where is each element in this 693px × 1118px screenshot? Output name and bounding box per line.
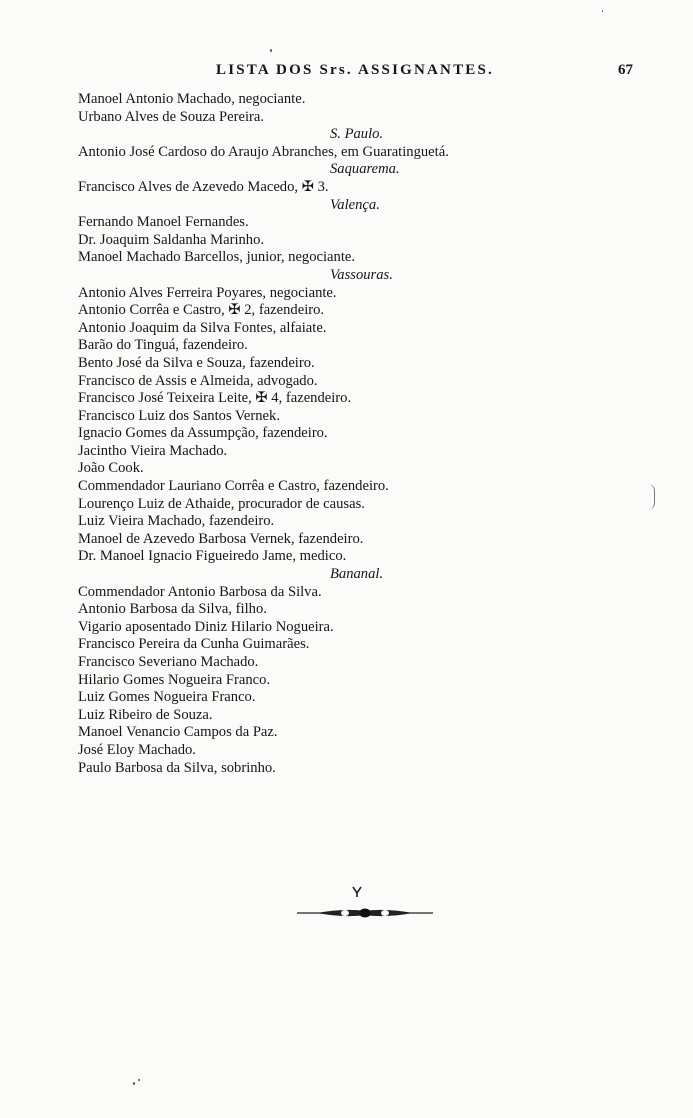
subscriber-entry: Francisco Alves de Azevedo Macedo, ✠ 3. <box>78 178 329 195</box>
subscriber-entry: Commendador Lauriano Corrêa e Castro, fazendeiro. <box>78 478 389 495</box>
subscriber-entry: Vigario aposentado Diniz Hilario Nogueira. <box>78 618 334 635</box>
place-heading: S. Paulo. <box>330 126 384 143</box>
subscriber-entry: Luiz Gomes Nogueira Franco. <box>78 689 256 706</box>
subscriber-entry: Francisco José Teixeira Leite, ✠ 4, fazendeiro. <box>78 390 352 407</box>
subscriber-entry: Francisco Pereira da Cunha Guimarães. <box>78 636 310 653</box>
place-heading: Bananal. <box>330 566 384 583</box>
subscriber-entry: Francisco Severiano Machado. <box>78 654 259 670</box>
subscriber-entry: Manoel Antonio Machado, negociante. <box>78 91 306 107</box>
subscriber-list <box>78 91 548 777</box>
tailpiece-ornament-icon <box>295 884 435 924</box>
subscriber-entry: Francisco de Assis e Almeida, advogado. <box>78 372 318 389</box>
subscriber-entry: Antonio Corrêa e Castro, ✠ 2, fazendeiro. <box>78 302 325 319</box>
subscriber-entry: Manoel Venancio Campos da Paz. <box>78 724 278 741</box>
place-heading: Valença. <box>330 196 380 213</box>
subscriber-entry: Manoel de Azevedo Barbosa Vernek, fazendeiro. <box>78 530 364 547</box>
print-speck <box>133 1082 135 1085</box>
subscriber-entry: Dr. Joaquim Saldanha Marinho. <box>78 231 265 248</box>
subscriber-entry: Fernando Manoel Fernandes. <box>78 214 249 231</box>
subscriber-entry: Ignacio Gomes da Assumpção, fazendeiro. <box>78 425 328 442</box>
margin-mark <box>648 484 655 510</box>
subscriber-entry: Barão do Tinguá, fazendeiro. <box>78 337 248 354</box>
subscriber-entry: Luiz Vieira Machado, fazendeiro. <box>78 513 275 530</box>
place-heading: Vassouras. <box>330 266 393 283</box>
subscriber-entry: Antonio Joaquim da Silva Fontes, alfaiate. <box>78 319 327 336</box>
subscriber-entry: Commendador Antonio Barbosa da Silva. <box>78 583 322 600</box>
print-speck <box>602 10 603 12</box>
subscriber-entry: Antonio Alves Ferreira Poyares, negociante. <box>78 284 337 301</box>
subscriber-entry: Lourenço Luiz de Athaide, procurador de causas. <box>78 495 365 512</box>
page-header-title: LISTA DOS Srs. ASSIGNANTES. <box>216 62 494 78</box>
subscriber-entry: Bento José da Silva e Souza, fazendeiro. <box>78 354 315 371</box>
subscriber-entry: Jacintho Vieira Machado. <box>78 442 228 459</box>
subscriber-entry: Luiz Ribeiro de Souza. <box>78 706 213 723</box>
subscriber-entry: Antonio Barbosa da Silva, filho. <box>78 601 267 618</box>
subscriber-entry: Paulo Barbosa da Silva, sobrinho. <box>78 759 276 776</box>
subscriber-entry: Antonio José Cardoso do Araujo Abranches, em Guaratinguetá. <box>78 143 449 160</box>
print-speck <box>138 1079 140 1081</box>
subscriber-entry: João Cook. <box>78 460 144 477</box>
subscriber-entry: Urbano Alves de Souza Pereira. <box>78 108 265 125</box>
subscriber-entry: Francisco Luiz dos Santos Vernek. <box>78 407 280 424</box>
page-number: 67 <box>618 62 633 78</box>
subscriber-entry: José Eloy Machado. <box>78 741 196 758</box>
place-heading: Saquarema. <box>330 161 400 178</box>
subscriber-entry: Dr. Manoel Ignacio Figueiredo Jame, medico. <box>78 548 347 565</box>
print-speck <box>270 49 272 52</box>
subscriber-entry: Hilario Gomes Nogueira Franco. <box>78 671 271 688</box>
subscriber-entry: Manoel Machado Barcellos, junior, negociante. <box>78 249 356 266</box>
